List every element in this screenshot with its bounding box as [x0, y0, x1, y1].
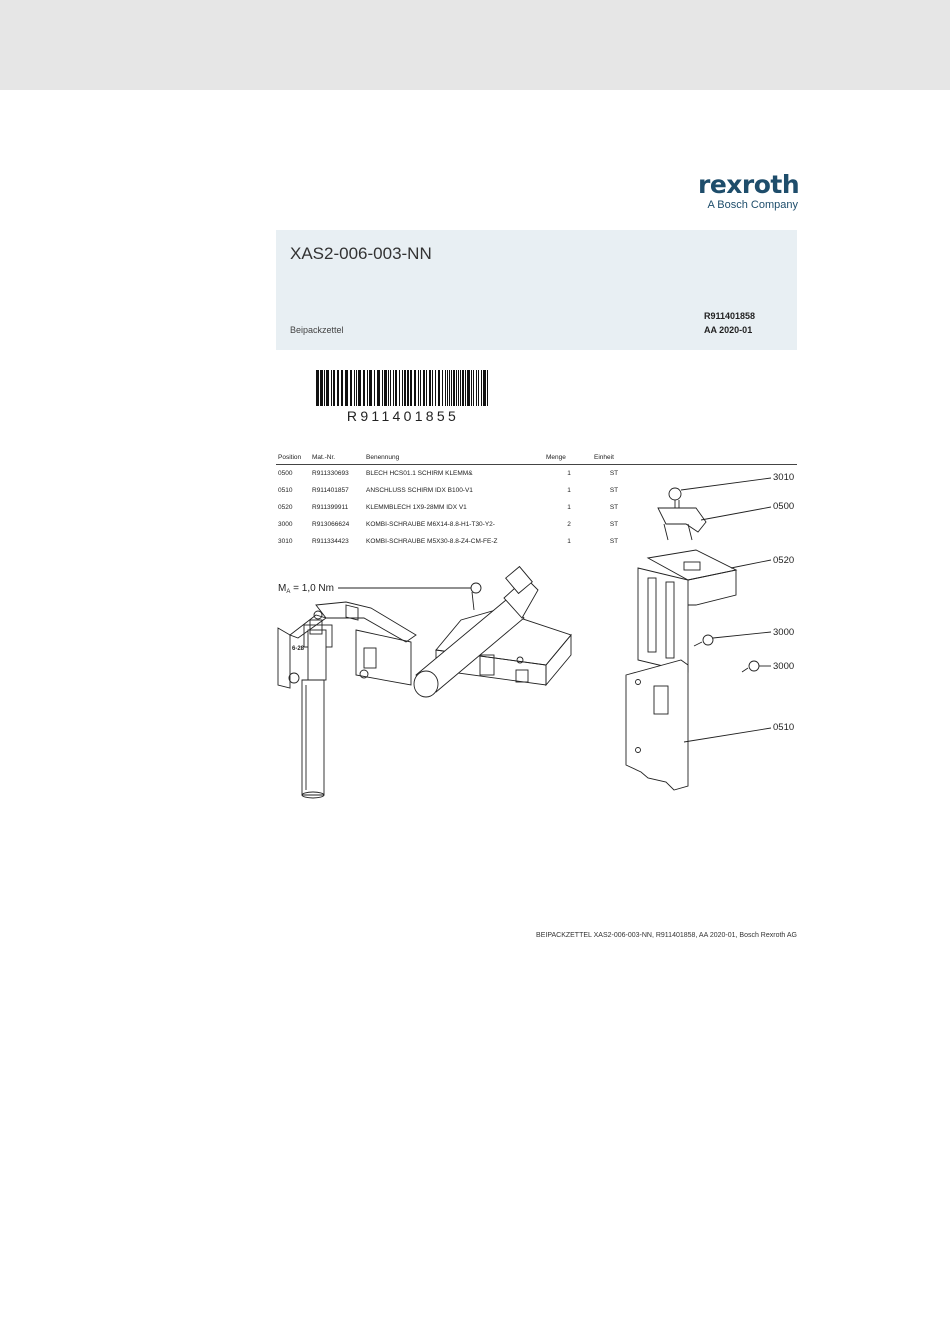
barcode-bar	[438, 370, 440, 406]
barcode-bar	[442, 370, 443, 406]
top-band	[0, 0, 950, 90]
assembly-drawing	[276, 460, 800, 800]
cell-einheit: ST	[609, 538, 619, 545]
callout-3000-a: 3000	[773, 627, 795, 638]
col-matnr: Mat.-Nr.	[310, 450, 364, 465]
barcode-bar	[487, 370, 488, 406]
barcode-bar	[451, 370, 452, 406]
barcode-bar	[426, 370, 427, 406]
cell-position: 3010	[278, 538, 293, 545]
barcode-bar	[435, 370, 436, 406]
range-label: 6-28	[292, 646, 305, 652]
barcode-bar	[377, 370, 380, 406]
barcode-bar	[331, 370, 332, 406]
barcode-bar	[462, 370, 464, 406]
assembled-view-left	[278, 602, 416, 798]
barcode-bar	[460, 370, 461, 406]
barcode-bar	[399, 370, 400, 406]
cell-einheit: ST	[609, 470, 619, 477]
cell-matnr: R911399911	[312, 504, 349, 511]
col-name: Benennung	[364, 450, 544, 465]
cell-menge: 2	[567, 521, 571, 528]
cell-name: KLEMMBLECH 1X9-28MM IDX V1	[366, 504, 467, 511]
cell-menge: 1	[567, 470, 571, 477]
cell-position: 0500	[278, 470, 293, 477]
barcode-bar	[337, 370, 339, 406]
barcode-bar	[458, 370, 459, 406]
barcode-bar	[456, 370, 457, 406]
col-einheit: Einheit	[592, 450, 634, 465]
col-menge: Menge	[544, 450, 592, 465]
logo-brand: rexroth	[698, 170, 800, 199]
barcode	[316, 370, 490, 406]
barcode-bar	[429, 370, 431, 406]
barcode-bar	[320, 370, 323, 406]
barcode-text: R911401855	[346, 408, 460, 424]
logo-tagline: A Bosch Company	[707, 199, 798, 211]
barcode-bar	[367, 370, 368, 406]
barcode-bar	[333, 370, 335, 406]
document-header	[276, 230, 797, 350]
callout-leader-0500	[701, 507, 771, 520]
barcode-bar	[465, 370, 466, 406]
barcode-bar	[369, 370, 372, 406]
col-position: Position	[276, 450, 310, 465]
cell-einheit: ST	[609, 504, 619, 511]
barcode-bar	[350, 370, 352, 406]
torque-label: $M_A = 1,0$ Nm	[278, 583, 334, 595]
cell-position: 0510	[278, 487, 293, 494]
barcode-bar	[316, 370, 319, 406]
barcode-bar	[341, 370, 343, 406]
barcode-bar	[402, 370, 403, 406]
cell-menge: 1	[567, 487, 571, 494]
barcode-bar	[404, 370, 406, 406]
barcode-bar	[363, 370, 365, 406]
callout-0520: 0520	[773, 555, 795, 566]
barcode-bar	[407, 370, 409, 406]
barcode-bar	[445, 370, 446, 406]
footer-text: BEIPACKZETTEL XAS2-006-003-NN, R911401858, AA 2020-01, Bosch Rexroth AG	[536, 932, 797, 939]
barcode-bar	[481, 370, 482, 406]
barcode-bar	[478, 370, 479, 406]
document-subtitle: Beipackzettel	[290, 325, 344, 335]
cell-name: KOMBI-SCHRAUBE M6X14-8.8-H1-T30-Y2-	[366, 521, 495, 528]
cell-matnr: R911334423	[312, 538, 349, 545]
cell-einheit: ST	[609, 521, 619, 528]
exploded-view	[626, 488, 759, 790]
barcode-bar	[418, 370, 419, 406]
barcode-bar	[358, 370, 361, 406]
revision: AA 2020-01	[704, 325, 753, 335]
callout-0510: 0510	[773, 722, 795, 733]
cell-matnr: R911401857	[312, 487, 349, 494]
callout-3010: 3010	[773, 472, 795, 483]
barcode-bar	[432, 370, 433, 406]
callout-3000-b: 3000	[773, 661, 795, 672]
assembled-view-middle	[414, 567, 571, 697]
barcode-bar	[384, 370, 387, 406]
cell-menge: 1	[567, 538, 571, 545]
cell-position: 3000	[278, 521, 293, 528]
barcode-bar	[471, 370, 472, 406]
barcode-bar	[326, 370, 329, 406]
callout-leader-3000a	[713, 632, 771, 638]
barcode-bar	[414, 370, 416, 406]
barcode-bar	[374, 370, 375, 406]
cell-name: BLECH HCS01.1 SCHIRM KLEMM&	[366, 470, 473, 477]
barcode-bar	[390, 370, 391, 406]
barcode-bar	[345, 370, 348, 406]
cell-einheit: ST	[609, 487, 619, 494]
cell-position: 0520	[278, 504, 293, 511]
barcode-bar	[388, 370, 389, 406]
document-title: XAS2-006-003-NN	[290, 244, 432, 263]
cell-matnr: R911330693	[312, 470, 349, 477]
barcode-bar	[324, 370, 325, 406]
rexroth-logo	[698, 172, 798, 212]
cell-menge: 1	[567, 504, 571, 511]
barcode-bar	[423, 370, 425, 406]
barcode-bar	[356, 370, 357, 406]
barcode-bar	[473, 370, 474, 406]
cell-name: ANSCHLUSS SCHIRM IDX B100-V1	[366, 487, 473, 494]
cell-matnr: R913066624	[312, 521, 350, 528]
callout-leader-0520	[731, 560, 771, 568]
barcode-bar	[382, 370, 383, 406]
barcode-bar	[393, 370, 394, 406]
barcode-bar	[483, 370, 486, 406]
barcode-bar	[447, 370, 448, 406]
barcode-bar	[410, 370, 412, 406]
material-number: R911401858	[704, 311, 756, 321]
barcode-bar	[354, 370, 355, 406]
callout-leader-0510	[684, 728, 771, 742]
barcode-bar	[453, 370, 455, 406]
barcode-bar	[420, 370, 421, 406]
barcode-bar	[476, 370, 477, 406]
cell-name: KOMBI-SCHRAUBE M5X30-8.8-Z4-CM-FE-Z	[366, 538, 498, 545]
barcode-bar	[395, 370, 397, 406]
barcode-bar	[467, 370, 470, 406]
barcode-bar	[449, 370, 450, 406]
callout-0500: 0500	[773, 501, 795, 512]
callout-leader-3010	[681, 478, 771, 490]
